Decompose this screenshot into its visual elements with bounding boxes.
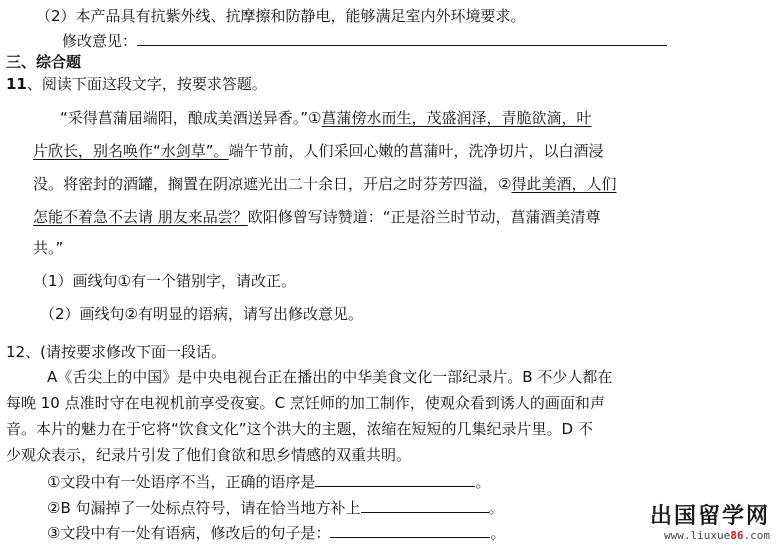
url-suffix: .com <box>743 529 770 542</box>
q12-paragraph-line-3: 音。本片的魅力在于它将“饮食文化”这个洪大的主题，浓缩在短短的几集纪录片里。D 不 <box>6 420 593 438</box>
underlined-sentence-1-cont: 片欣长，别名唤作“水剑草”。 <box>33 142 229 160</box>
q12-task-2 <box>47 497 504 518</box>
watermark-url <box>650 529 770 542</box>
task-2-text: ②B 句漏掉了一处标点符号，请在恰当地方补上 <box>47 499 361 517</box>
passage-text: “采得菖蒲届端阳，酿成美酒送异香。”① <box>60 109 322 127</box>
underlined-sentence-1: 菖蒲傍水而生，茂盛润泽，青脆欲滴，叶 <box>321 109 592 127</box>
q11-sub-1: （1）画线句①有一个错别字，请改正。 <box>33 272 296 290</box>
revise-label: 修改意见： <box>62 32 138 50</box>
task-2-end: 。 <box>488 499 504 517</box>
passage-text: 欧阳修曾写诗赞道：“正是浴兰时节动，菖蒲酒美清尊 <box>247 208 601 226</box>
task-1-end: 。 <box>475 473 491 491</box>
q12-header: 12、(请按要求修改下面一段话。 <box>6 343 226 361</box>
task-3-blank[interactable] <box>330 522 490 538</box>
q11-number: 11 <box>6 75 27 93</box>
q11-passage-line-4 <box>33 207 601 227</box>
site-watermark <box>650 505 770 542</box>
passage-text: 端午节前，人们采回心嫩的菖蒲叶，洗净切片，以白酒浸 <box>228 142 604 160</box>
q12-paragraph-line-1: A《舌尖上的中国》是中央电视台正在播出的中华美食文化一部纪录片。B 不少人都在 <box>47 368 613 386</box>
q11-prompt-row <box>6 74 267 94</box>
watermark-title: 出国留学网 <box>649 504 770 529</box>
passage-text: 没。将密封的酒罐，搁置在阴凉遮光出二十余日，开启之时芬芳四溢， <box>33 175 499 193</box>
underlined-sentence-2: 得此美酒，人们 <box>511 175 617 193</box>
task-3-text: ③文段中有一处有语病，修改后的句子是： <box>47 524 331 542</box>
item-2-text: （2）本产品具有抗紫外线、抗摩擦和防静电，能够满足室内外环境要求。 <box>36 7 526 25</box>
task-1-blank[interactable] <box>315 471 475 487</box>
q12-paragraph-line-4: 少观众表示，纪录片引发了他们食欲和思乡情感的双重共明。 <box>6 446 412 464</box>
q12-task-3 <box>47 522 505 543</box>
q11-passage-line-5: 共。” <box>33 239 64 257</box>
q11-passage-line-3 <box>33 174 616 194</box>
q11-passage-line-1 <box>60 108 592 128</box>
revise-row <box>62 30 667 51</box>
url-prefix: www.liuxue <box>664 529 731 542</box>
task-3-end: 。 <box>490 524 506 542</box>
q11-prompt: 、阅读下面这段文字，按要求答题。 <box>26 75 267 93</box>
task-1-text: ①文段中有一处语序不当，正确的语序是 <box>47 473 316 491</box>
q11-sub-2: （2）画线句②有明显的语病，请写出修改意见。 <box>40 305 363 323</box>
task-2-blank[interactable] <box>361 497 489 513</box>
q11-passage-line-2 <box>33 141 604 161</box>
mark-2: ② <box>498 175 512 193</box>
url-accent: 86 <box>730 529 744 542</box>
revise-answer-blank[interactable] <box>137 30 667 46</box>
q12-task-1 <box>47 471 490 492</box>
q12-paragraph-line-2: 每晚 10 点准时守在电视机前享受夜宴。C 烹饪师的加工制作，使观众看到诱人的画面和声 <box>6 394 605 412</box>
underlined-sentence-2-cont: 怎能不着急不去请 朋友来品尝？ <box>33 208 248 226</box>
section-heading: 三、综合题 <box>6 53 82 71</box>
